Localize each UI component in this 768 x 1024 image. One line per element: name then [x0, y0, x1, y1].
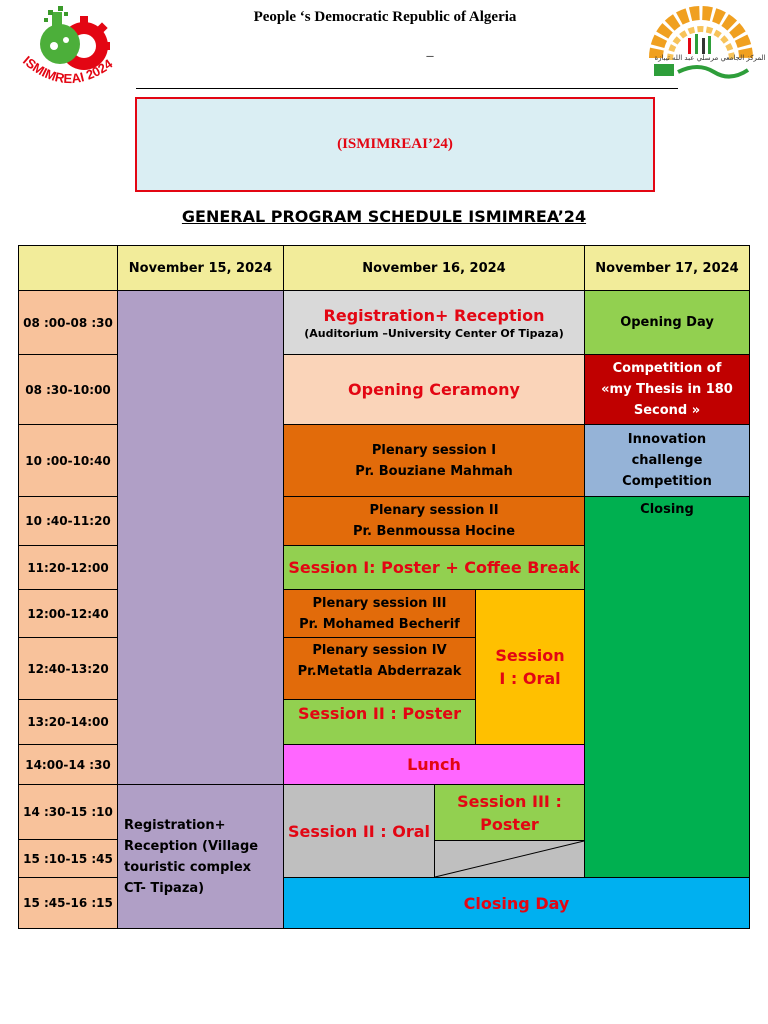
time-slot: 11:20-12:00 — [18, 545, 118, 590]
day3-innovation-challenge: Innovation challenge Competition — [584, 424, 750, 497]
time-slot: 08 :30-10:00 — [18, 354, 118, 425]
day2-session3-poster: Session III : Poster — [434, 784, 585, 841]
time-slot: 13:20-14:00 — [18, 699, 118, 745]
day2-opening-ceremony: Opening Ceramony — [283, 354, 585, 425]
day2-registration: Registration+ Reception (Auditorium –University Center Of Tipaza) — [283, 290, 585, 355]
header-dash: _ — [426, 44, 434, 59]
conference-box — [135, 97, 655, 192]
svg-text:المركز الجامعي مرسلي عبد الله: المركز الجامعي مرسلي عبد الله تيبازة — [654, 54, 766, 62]
time-slot: 15 :10-15 :45 — [18, 839, 118, 878]
right-logo — [648, 8, 766, 84]
country-name: People ‘s Democratic Republic of Algeria — [253, 9, 517, 25]
svg-text:ISMIMREAI 2024: ISMIMREAI 2024 — [20, 52, 116, 87]
day2-empty-slashed-cell — [434, 840, 585, 878]
day1-empty-block — [117, 290, 284, 785]
time-slot: 10 :40-11:20 — [18, 496, 118, 546]
time-slot: 14 :30-15 :10 — [18, 784, 118, 840]
day2-plenary-2: Plenary session II Pr. Benmoussa Hocine — [283, 496, 585, 546]
day3-closing: Closing — [584, 496, 750, 878]
time-slot: 10 :00-10:40 — [18, 424, 118, 497]
day2-closing-day: Closing Day — [283, 877, 750, 929]
day2-poster-coffee: Session I: Poster + Coffee Break — [283, 545, 585, 590]
day2-poster-2: Session II : Poster — [283, 699, 476, 745]
day2-plenary-4: Plenary session IV Pr.Metatla Abderrazak — [283, 637, 476, 700]
day2-plenary-3: Plenary session III Pr. Mohamed Becherif — [283, 589, 476, 638]
conference-acronym: (ISMIMREAI’24) — [337, 136, 453, 152]
day2-session2-oral: Session II : Oral — [283, 784, 435, 878]
time-slot: 14:00-14 :30 — [18, 744, 118, 785]
day3-thesis-competition: Competition of «my Thesis in 180 Second » — [584, 354, 750, 425]
left-logo — [14, 4, 124, 96]
day2-session1-oral: Session I : Oral — [475, 589, 585, 745]
day-header-2: November 16, 2024 — [283, 245, 585, 291]
day2-lunch: Lunch — [283, 744, 585, 785]
time-slot: 12:00-12:40 — [18, 589, 118, 638]
day3-opening-day: Opening Day — [584, 290, 750, 355]
time-slot: 12:40-13:20 — [18, 637, 118, 700]
university-logo-icon — [648, 8, 766, 84]
header-rule — [136, 88, 678, 89]
day1-registration: Registration+ Reception (Village touristic complex CT- Tipaza) — [117, 784, 284, 929]
page-title: GENERAL PROGRAM SCHEDULE ISMIMREA’24 — [181, 207, 587, 226]
day-header-1: November 15, 2024 — [117, 245, 284, 291]
diagonal-line — [435, 841, 584, 877]
corner-cell — [18, 245, 118, 291]
time-slot: 15 :45-16 :15 — [18, 877, 118, 929]
day2-plenary-1: Plenary session I Pr. Bouziane Mahmah — [283, 424, 585, 497]
day-header-3: November 17, 2024 — [584, 245, 750, 291]
time-slot: 08 :00-08 :30 — [18, 290, 118, 355]
ismimreai-logo-icon — [14, 4, 124, 96]
